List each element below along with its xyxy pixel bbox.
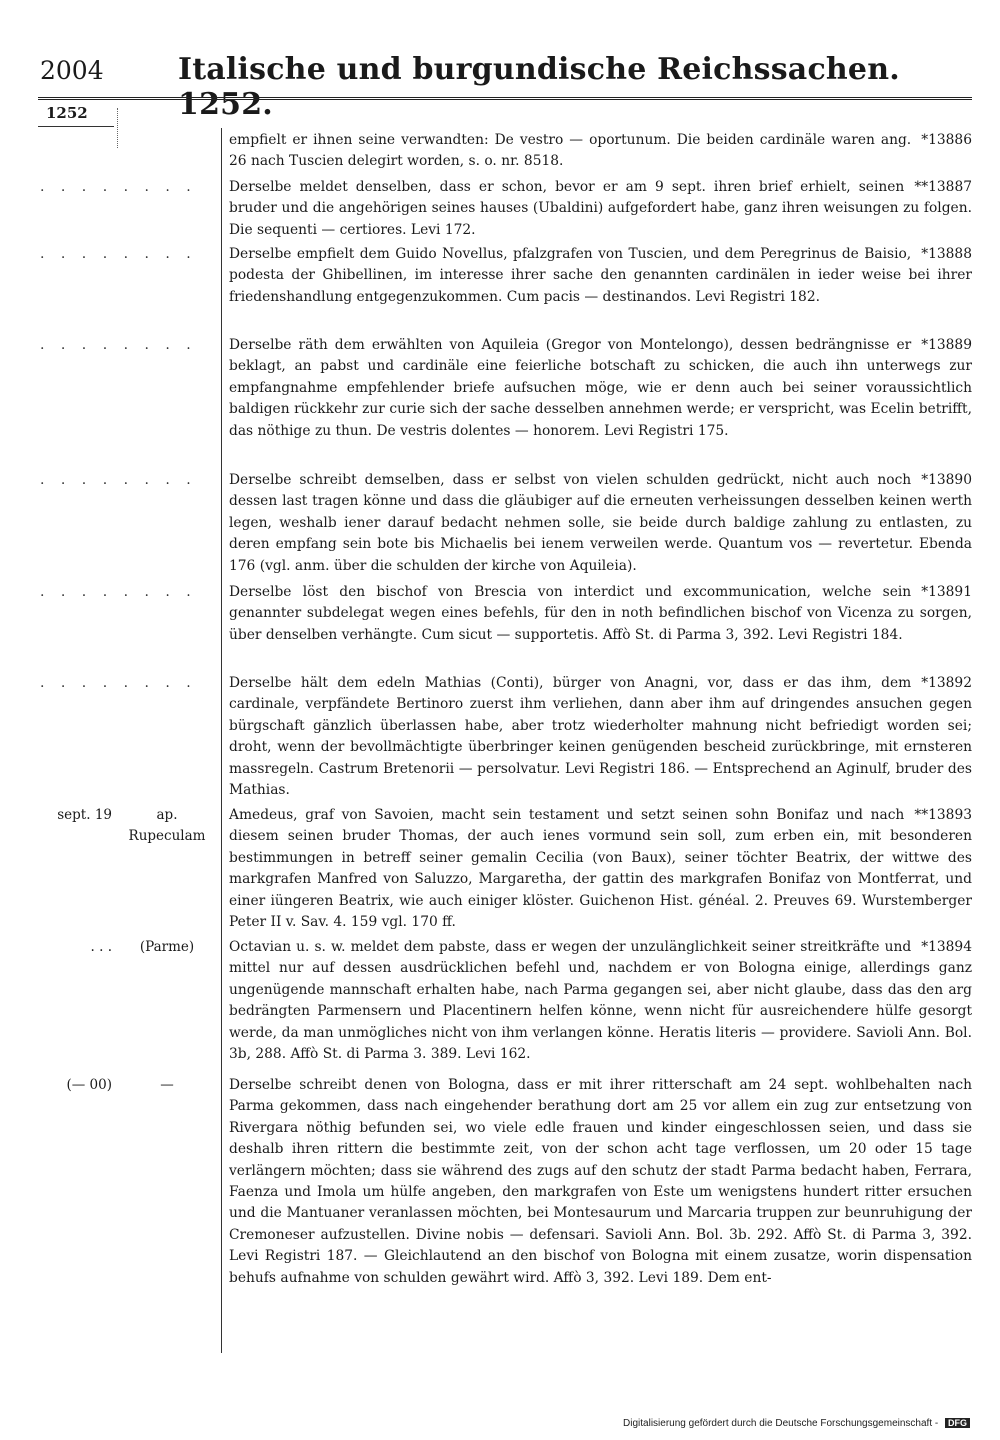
- entry-text-block: [229, 177, 972, 241]
- regest-text: Derselbe schreibt denen von Bologna, dass er mit ihrer ritterschaft am 24 sept. wohlbehalten nach Parma gekommen, dass nach eingehender berathung dort am 25 vor allem ein zug zur entsetzung von Rivergara nöthig befunden sei, wo viele edle frauen und kinder eingeschlossen seien, und dass sie deshalb ihren rittern die bestimmte zeit, von der schon acht tage verflossen, um 20 oder 15 tage verlängern möchten; dass sie während des zugs auf den schutz der stadt Parma bedacht haben, Ferrara, Faenza und Imola um hülfe angeben, den markgrafen von Este um wenigstens hundert ritter ersuchen und die Mantuaner veranlassen möchten, bei Montesaurum und Marcaria truppen zur beunruhigung der Cremoneser aufzustellen. Divine nobis — defensari. Savioli Ann. Bol. 3b. 292. Affò St. di Parma 3, 392. Levi Registri 187. — Gleichlautend an den bischof von Bologna mit einem zusatze, worin dispensation behufs aufnahme von schulden gewährt wird. Affò 3, 392. Levi 189. Dem ent-: [229, 1077, 972, 1286]
- regest-text: Amedeus, graf von Savoien, macht sein testament und setzt seinen sohn Bonifaz und nach diesem seinen bruder Thomas, der auch ienes vormund sein soll, zum erben ein, mit besonderen bestimmungen in betreff seiner gemalin Cecilia (von Baux), seiner töchter Beatrix, der wittwe des markgrafen Manfred von Saluzzo, Margaretha, der gattin des markgrafen Bonifaz von Montferrat, und einer iüngeren Beatrix, wie auch einiger klöster. Guichenon Hist. généal. 2. Preuves 69. Wurstemberger Peter II v. Sav. 4. 159 vgl. 170 ff.: [229, 807, 972, 931]
- entry-date: (— 00): [66, 1077, 112, 1093]
- entry-text-block: [229, 1075, 972, 1289]
- page-header: [40, 52, 970, 122]
- column-rule-small: [117, 108, 118, 148]
- regest-text: empfielt er ihnen seine verwandten: De vestro — oportunum. Die beiden cardinäle waren ang. 26 nach Tuscien delegirt worden, s. o. nr. 8518.: [229, 132, 912, 170]
- regest-number: *13888: [921, 246, 972, 262]
- regest-text: Derselbe schreibt demselben, dass er selbst von vielen schulden gedrückt, nicht auch noch dessen last tragen könne und dass die gläubiger auf die erneuten verheissungen desselben keinen werth legen, weshalb iener darauf bedacht nehmen solle, sie beide durch baldige zahlung zu entlasten, zu deren empfang sein bote bis Michaelis bei ienem verweilen werde. Quantum vos — revertetur. Ebenda 176 (vgl. anm. über die schulden der kirche von Aquileia).: [229, 472, 972, 574]
- regest-text: Derselbe meldet denselben, dass er schon, bevor er am 9 sept. ihren brief erhielt, seinen bruder und die angehörigen seines hauses (Ubaldini) aufgefordert habe, ganz ihren weisungen zu folgen. Die sequenti — certiores. Levi 172.: [229, 179, 972, 238]
- dot-leader: . . . . . . . .: [40, 472, 197, 488]
- regest-number: *13891: [921, 584, 972, 600]
- regest-text: Derselbe löst den bischof von Brescia von interdict und excommunication, welche sein genannter subdelegat wegen eines befehls, für den in noth befindlichen bischof von Vicenza zu sorgen, über denselben verhängte. Cum sicut — supportetis. Affò St. di Parma 3, 392. Levi Registri 184.: [229, 584, 972, 643]
- dfg-logo: DFG: [945, 1418, 970, 1428]
- regest-text: Octavian u. s. w. meldet dem pabste, dass er wegen der unzulänglichkeit seiner streitkräfte und mittel nur auf dessen ausdrücklichen befehl und, nachdem er von Bologna einige, allerdings ganz ungenügende mannschaft erhalten habe, nach Parma gegangen sei, aber nicht glaube, dass das den arg bedrängten Parmensern und Placentinern helfen könne, wenn nicht für ausreichendere hülfe gesorgt werde, da man unmögliches nicht von ihm verlangen könne. Heratis literis — providere. Savioli Ann. Bol. 3b, 288. Affò St. di Parma 3. 389. Levi 162.: [229, 939, 972, 1063]
- entry-place: ap. Rupeculam: [128, 807, 206, 844]
- entry-text-block: [229, 470, 972, 577]
- regest-text: Derselbe empfielt dem Guido Novellus, pfalzgrafen von Tuscien, und dem Peregrinus de Baisio, podesta der Ghibellinen, im interesse ihrer sache den genannten cardinälen in ieder weise bei ihrer friedenshandlung entgegenzukommen. Cum pacis — destinandos. Levi Registri 182.: [229, 246, 972, 305]
- year-marker: 1252: [46, 104, 88, 122]
- regest-text: Derselbe hält dem edeln Mathias (Conti), bürger von Anagni, vor, dass er das ihm, dem cardinale, verpfändete Bertinoro zuerst ihm verliehen, dann aber ihm auf dringendes ansuchen gegen bürgschaft gänzlich überlassen habe, aber trotz wiederholter mahnung nicht befriedigt worden sei; droht, wenn der bevollmächtigte überbringer keinen genügenden bescheid zurückbringe, mit ernsteren massregeln. Castrum Bretenorii — persolvatur. Levi Registri 186. — Entsprechend an Aginulf, bruder des Mathias.: [229, 675, 972, 799]
- footer: [623, 1418, 970, 1429]
- page-number: 2004: [40, 56, 104, 85]
- regest-text: Derselbe räth dem erwählten von Aquileia (Gregor von Montelongo), dessen bedrängnisse er beklagt, an pabst und cardinäle eine feierliche botschaft zu schicken, die auch ihn unterwegs zur empfangnahme empfehlender briefe aufsuchen möge, wie er denn auch bei seiner voraussichtlich baldigen rückkehr zur curie sich der sache desselben annehmen werde; er verspricht, was Ecelin betrifft, das nöthige zu thun. De vestris dolentes — honorem. Levi Registri 175.: [229, 337, 972, 439]
- entry-place: —: [160, 1077, 174, 1093]
- regest-number: *13894: [921, 939, 972, 955]
- regest-number: *13886: [921, 132, 972, 148]
- regest-number: *13890: [921, 472, 972, 488]
- regest-number: *13889: [921, 337, 972, 353]
- entry-date: sept. 19: [57, 807, 112, 823]
- regest-number: **13893: [914, 807, 972, 823]
- entry-date: . . .: [90, 939, 112, 955]
- dot-leader: . . . . . . . .: [40, 584, 197, 600]
- regest-number: *13892: [921, 675, 972, 691]
- entry-text-block: [229, 244, 972, 308]
- entry-text-block: [229, 582, 972, 646]
- dot-leader: . . . . . . . .: [40, 337, 197, 353]
- entry-text-block: [229, 335, 972, 442]
- regest-number: **13887: [914, 179, 972, 195]
- dot-leader: . . . . . . . .: [40, 675, 197, 691]
- header-rule: [38, 97, 972, 100]
- year-underline: [38, 126, 114, 127]
- entry-text-block: [229, 805, 972, 933]
- entry-text-block: [229, 673, 972, 801]
- footer-text: Digitalisierung gefördert durch die Deutsche Forschungsgemeinschaft -: [623, 1418, 939, 1429]
- entry-text-block: [229, 937, 972, 1065]
- running-title: Italische und burgundische Reichssachen. 1252.: [178, 52, 900, 122]
- entry-place: (Parme): [139, 939, 195, 955]
- column-rule: [221, 128, 222, 1353]
- entry-text-block: [229, 130, 972, 173]
- dot-leader: . . . . . . . .: [40, 246, 197, 262]
- dot-leader: . . . . . . . .: [40, 179, 197, 195]
